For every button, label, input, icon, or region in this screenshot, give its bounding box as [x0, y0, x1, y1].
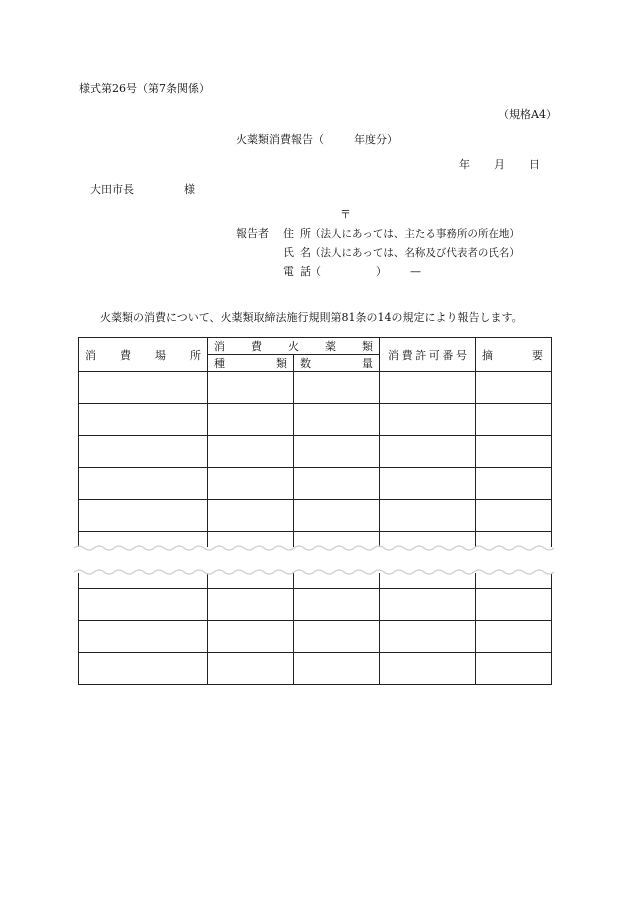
cell-permit[interactable]: [380, 653, 476, 685]
cell-quantity[interactable]: [294, 621, 380, 653]
cell-permit[interactable]: [380, 436, 476, 468]
table-break-wave-bottom: [74, 568, 556, 576]
cell-remarks[interactable]: [476, 653, 552, 685]
header-type: 種 類: [208, 355, 294, 372]
cell-remarks[interactable]: [476, 468, 552, 500]
phone-label-1: 電: [283, 265, 294, 278]
cell-quantity[interactable]: [294, 404, 380, 436]
table-row: [79, 372, 552, 404]
table-row: [79, 621, 552, 653]
date-day: 日: [529, 158, 540, 171]
table-row: [79, 653, 552, 685]
header-consumption-place: 消 費 場 所: [79, 338, 208, 372]
cell-place[interactable]: [79, 468, 208, 500]
cell-quantity[interactable]: [294, 653, 380, 685]
address-note: （法人にあっては、主たる事務所の所在地）: [310, 228, 520, 240]
paper-size: （規格A4）: [498, 108, 557, 121]
table-row: [79, 404, 552, 436]
cell-permit[interactable]: [380, 621, 476, 653]
cell-quantity[interactable]: [294, 500, 380, 532]
cell-place[interactable]: [79, 589, 208, 621]
title-prefix: 火薬類消費報告（: [236, 133, 324, 146]
phone-label-2: 話: [300, 265, 311, 278]
date-year: 年: [459, 158, 470, 171]
date-month: 月: [494, 158, 505, 171]
cell-quantity[interactable]: [294, 436, 380, 468]
cell-place[interactable]: [79, 404, 208, 436]
cell-permit[interactable]: [380, 500, 476, 532]
cell-type[interactable]: [208, 372, 294, 404]
cell-type[interactable]: [208, 653, 294, 685]
phone-dash: —: [410, 265, 421, 278]
cell-quantity[interactable]: [294, 589, 380, 621]
name-note: （法人にあっては、名称及び代表者の氏名）: [310, 247, 520, 259]
cell-permit[interactable]: [380, 468, 476, 500]
cell-type[interactable]: [208, 404, 294, 436]
table-row: [79, 468, 552, 500]
cell-quantity[interactable]: [294, 468, 380, 500]
cell-permit[interactable]: [380, 372, 476, 404]
phone-close-paren: ）: [376, 265, 387, 278]
cell-quantity[interactable]: [294, 372, 380, 404]
header-quantity: 数 量: [294, 355, 380, 372]
report-statement: 火薬類の消費について、火薬類取締法施行規則第81条の14の規定により報告します。: [100, 311, 523, 324]
cell-place[interactable]: [79, 372, 208, 404]
reporter-label: 報告者: [236, 227, 269, 240]
consumption-table-upper: [78, 337, 552, 572]
report-title: [236, 133, 398, 147]
recipient-honorific: 様: [184, 183, 195, 196]
cell-place[interactable]: [79, 653, 208, 685]
cell-remarks[interactable]: [476, 372, 552, 404]
cell-place[interactable]: [79, 500, 208, 532]
cell-type[interactable]: [208, 468, 294, 500]
cell-remarks[interactable]: [476, 436, 552, 468]
table-row: [79, 436, 552, 468]
title-suffix: 年度分）: [354, 133, 398, 146]
name-label-1: 氏: [283, 246, 294, 259]
recipient-name: 大田市長: [90, 183, 134, 196]
table-row: [79, 589, 552, 621]
table-row: [79, 500, 552, 532]
consumption-table-lower: [78, 566, 552, 685]
header-permit-number: 消 費 許 可 番 号: [380, 338, 476, 372]
cell-type[interactable]: [208, 589, 294, 621]
header-remarks: 摘 要: [476, 338, 552, 372]
form-number: 様式第26号（第7条関係）: [79, 82, 210, 95]
cell-place[interactable]: [79, 436, 208, 468]
phone-open-paren: （: [310, 265, 321, 278]
address-label-1: 住: [283, 227, 294, 240]
cell-type[interactable]: [208, 436, 294, 468]
address-label-2: 所: [300, 227, 311, 240]
name-label-2: 名: [300, 246, 311, 259]
cell-remarks[interactable]: [476, 500, 552, 532]
cell-type[interactable]: [208, 621, 294, 653]
cell-remarks[interactable]: [476, 589, 552, 621]
cell-type[interactable]: [208, 500, 294, 532]
cell-permit[interactable]: [380, 589, 476, 621]
cell-remarks[interactable]: [476, 404, 552, 436]
cell-place[interactable]: [79, 621, 208, 653]
postal-mark: 〒: [340, 208, 351, 221]
header-consumed-explosives: 消 費 火 薬 類: [208, 338, 380, 355]
cell-permit[interactable]: [380, 404, 476, 436]
cell-remarks[interactable]: [476, 621, 552, 653]
table-break-wave-top: [74, 544, 556, 552]
